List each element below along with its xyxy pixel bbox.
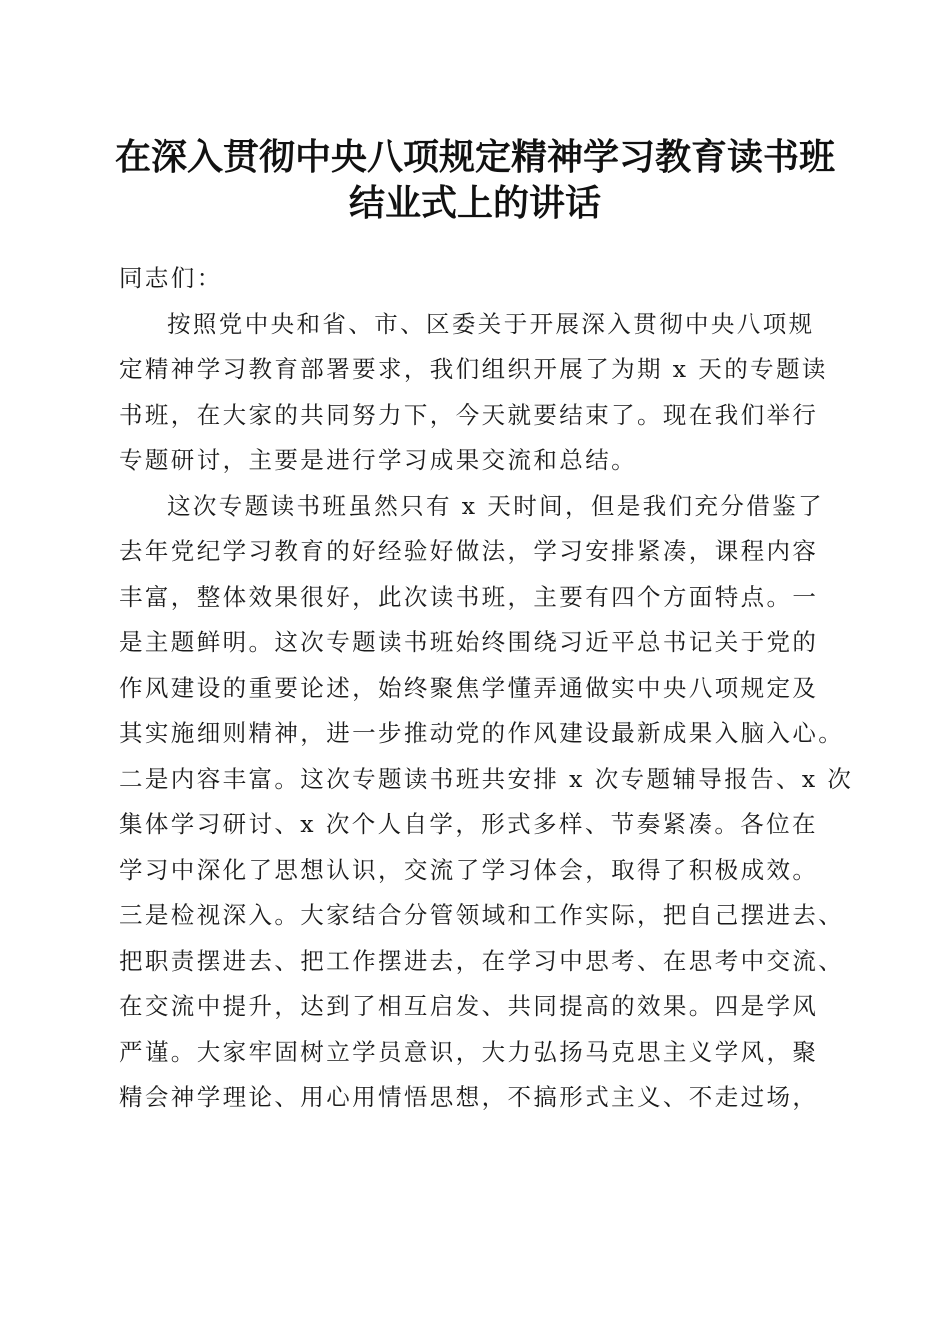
paragraph-line: 在交流中提升，达到了相互启发、共同提高的效果。四是学风 (119, 992, 819, 1020)
document-title (100, 134, 850, 226)
salutation: 同志们： (119, 264, 223, 292)
paragraph-line: 专题研讨，主要是进行学习成果交流和总结。 (119, 446, 637, 474)
paragraph-line: 书班，在大家的共同努力下，今天就要结束了。现在我们举行 (119, 400, 819, 429)
paragraph-line: 作风建设的重要论述，始终聚焦学懂弄通做实中央八项规定及 (119, 673, 819, 702)
paragraph-line: 是主题鲜明。这次专题读书班始终围绕习近平总书记关于党的 (119, 628, 819, 656)
paragraph-1 (119, 302, 849, 484)
paragraph-line: 集体学习研讨、x 次个人自学，形式多样、节奏紧凑。各位在 (119, 810, 818, 838)
paragraph-line: 这次专题读书班虽然只有 x 天时间，但是我们充分借鉴了 (167, 491, 824, 520)
paragraph-line: 丰富，整体效果很好，此次读书班，主要有四个方面特点。一 (119, 582, 819, 611)
paragraph-line: 严谨。大家牢固树立学员意识，大力弘扬马克思主义学风，聚 (119, 1037, 819, 1066)
paragraph-line: 其实施细则精神，进一步推动党的作风建设最新成果入脑入心。 (119, 719, 845, 747)
title-line-1: 在深入贯彻中央八项规定精神学习教育读书班 (114, 136, 835, 178)
paragraph-line: 去年党纪学习教育的好经验好做法，学习安排紧凑，课程内容 (119, 537, 819, 565)
document-body (119, 256, 854, 1121)
paragraph-line: 按照党中央和省、市、区委关于开展深入贯彻中央八项规 (167, 309, 815, 338)
paragraph-line: 定精神学习教育部署要求，我们组织开展了为期 x 天的专题读 (119, 355, 828, 383)
paragraph-line: 把职责摆进去、把工作摆进去，在学习中思考、在思考中交流、 (119, 946, 845, 975)
paragraph-line: 三是检视深入。大家结合分管领域和工作实际，把自己摆进去、 (119, 901, 845, 929)
paragraph-2 (119, 484, 854, 1121)
paragraph-line: 精会神学理论、用心用情悟思想，不搞形式主义、不走过场， (119, 1083, 819, 1111)
paragraph-line: 学习中深化了思想认识，交流了学习体会，取得了积极成效。 (119, 855, 819, 884)
title-line-2: 结业式上的讲话 (348, 182, 601, 224)
paragraph-line: 二是内容丰富。这次专题读书班共安排 x 次专题辅导报告、x 次 (119, 764, 854, 793)
